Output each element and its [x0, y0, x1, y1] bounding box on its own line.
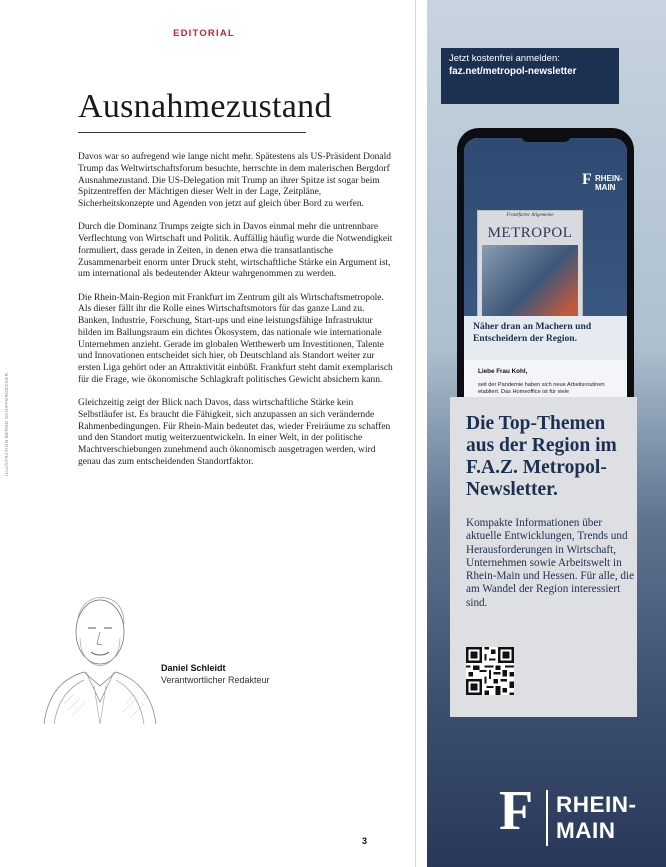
rhein-main-logo-text — [556, 792, 637, 844]
newsletter-ad — [427, 0, 666, 867]
ad-body: Kompakte Informationen über aktuelle Entwicklungen, Trends und Herausforderungen in Wirtschaft, Unternehmen sowie Arbeitswelt in Rhein-Main und Hessen. Für alle, die am Wandel der Region interessiert sind. — [466, 517, 635, 609]
page-number: 3 — [362, 836, 368, 846]
author-portrait — [34, 574, 164, 724]
phone-notch — [521, 132, 571, 142]
newsletter-tagline: Näher dran an Machern und Entscheidern der Region. — [473, 321, 592, 344]
logo-divider — [546, 790, 548, 846]
author-role: Verantwortlicher Redakteur — [161, 675, 270, 685]
letter-text: seit der Pandemie haben sich neue Arbeitsroutinen etabliert. Das Homeoffice ist für viele — [478, 382, 605, 395]
faz-logo-icon: F — [499, 780, 534, 842]
letter-greeting: Liebe Frau Kohl, — [478, 368, 528, 375]
phone-screen — [464, 138, 627, 428]
ad-headline: Die Top-Themen aus der Region im F.A.Z. Metropol-Newsletter. — [466, 413, 617, 500]
logo-line-1: RHEIN- — [556, 792, 637, 817]
page-title: Ausnahmezustand — [78, 88, 332, 125]
author-name: Daniel Schleidt — [161, 663, 226, 673]
logo-line-2: MAIN — [556, 818, 616, 843]
qr-code-icon[interactable] — [466, 647, 514, 695]
section-label: EDITORIAL — [173, 28, 235, 39]
editorial-body — [78, 152, 394, 480]
signup-url-link[interactable]: faz.net/metropol-newsletter — [449, 66, 577, 77]
rhein-main-logo: RHEIN- MAIN — [595, 174, 623, 192]
paragraph: Durch die Dominanz Trumps zeigte sich in Davos einmal mehr die untrennbare Verflechtung von Wirtschaft und Politik. Auffällig häufig wurde die Notwendigkeit formuliert, dass gerade in Zeiten, in denen etwa die transatlantische Zusammenarbeit enorm unter Druck steht, wirtschaftliche Stärke ein Argument ist, um international als bedeutender Akteur wahrgenommen zu werden. — [78, 222, 393, 280]
illustration-credit: ILLUSTRATION BERND SCHIFFERDECKER — [4, 372, 9, 476]
magazine-masthead: Frankfurter Allgemeine — [506, 213, 554, 218]
signup-text: Jetzt kostenfrei anmelden: — [449, 53, 560, 64]
magazine-cover — [477, 210, 583, 324]
paragraph: Gleichzeitig zeigt der Blick nach Davos, dass wirtschaftliche Stärke kein Selbstläufer ist. Es braucht die Fähigkeit, sich anzupassen an sich verändernde Rahmenbedingungen. Für Rhein-Main bedeutet das, wieder Freiräume zu schaffen und den Standort mutig weiterzuentwickeln. In einer Welt, in der politische Machtverschiebungen zunehmend auch ökonomisch ausgetragen werden, wird genau das zum entscheidenden Standortfaktor. — [78, 398, 391, 467]
paragraph: Davos war so aufregend wie lange nicht mehr. Spätestens als US-Präsident Donald Trump das Weltwirtschaftsforum besuchte, herrschte in dem malerischen Bergdorf Ausnahmezustand. Die US-Delegation mit Trump an ihrer Spitze ist sogar beim Spitzentreffen der Mächtigen dieser Welt in der Lage, Zeitpläne, Sicherheitskonzepte und Agenden von jetzt auf gleich über Bord zu werfen. — [78, 152, 391, 209]
magazine-illustration — [482, 245, 578, 319]
faz-logo-icon: F — [582, 171, 592, 188]
magazine-title: METROPOL — [487, 225, 573, 241]
page-gutter — [415, 0, 416, 867]
paragraph: Die Rhein-Main-Region mit Frankfurt im Zentrum gilt als Wirtschaftsmetropole. Als dieser fällt ihr die Rolle eines Wirtschaftsmotors für das ganze Land zu. Banken, Industrie, Forschung, Start-ups und eine leistungsfähige Infrastruktur bilden im Ballungsraum ein dichtes Ökosystem, das nationale wie internationale Unternehmen anzieht. Gerade im globalen Wettbewerb um Investitionen, Talente und Innovationen entscheidet sich hier, ob Deutschland als Standort weiter zur ersten Liga gehört oder an Attraktivität einbüßt. Frankfurt steht damit exemplarisch für die Frage, wie ökonomische Schlagkraft politisches Gewicht absichern kann. — [78, 292, 393, 385]
title-rule — [78, 132, 306, 133]
